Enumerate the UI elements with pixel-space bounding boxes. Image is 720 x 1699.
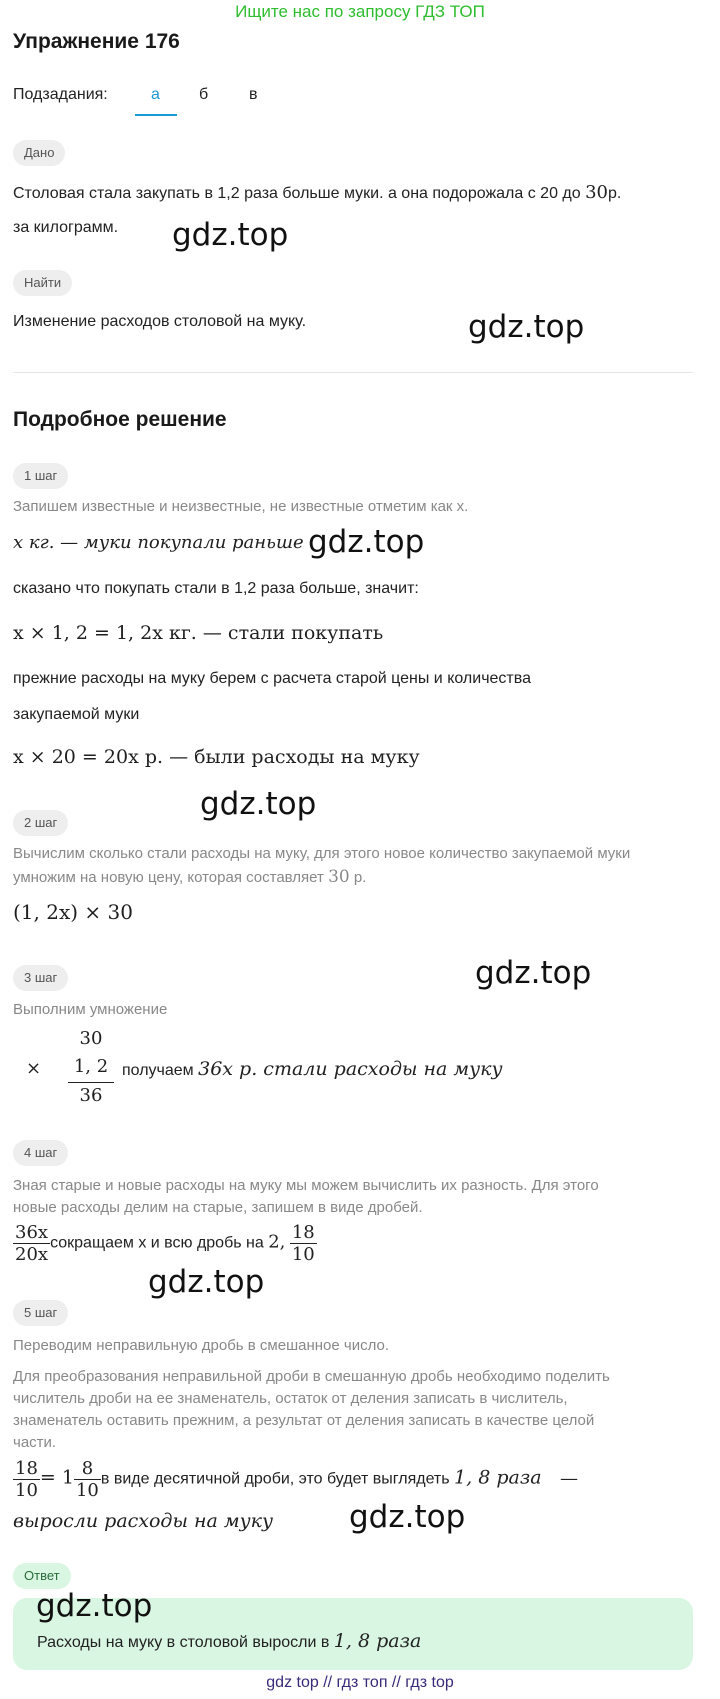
step-5-math-line: [13, 1458, 578, 1501]
fraction-numerator: 8: [74, 1458, 101, 1480]
find-chip: Найти: [13, 270, 72, 296]
step-3-text: получаем: [122, 1062, 199, 1079]
multiply-sign: ×: [26, 1058, 42, 1079]
step-5-text: в виде десятичной дроби, это будет выглядеть: [100, 1470, 455, 1488]
search-banner: Ищите нас по запросу ГДЗ ТОП: [235, 2, 485, 21]
tab-v[interactable]: в: [249, 86, 258, 103]
fraction-denominator: 20x: [15, 1244, 49, 1265]
section-divider: [13, 372, 693, 373]
given-text: Столовая стала закупать в 1,2 раза больше муки. а она подорожала с 20 до: [13, 185, 586, 202]
step-1-math-1: x кг. — муки покупали раньше: [13, 532, 304, 553]
step-2-chip: 2 шаг: [13, 810, 68, 836]
step-5-dash: —: [559, 1467, 578, 1489]
given-text-end: р.: [608, 185, 622, 202]
step-5-note-5: части.: [13, 1434, 57, 1451]
fraction-18-10: [13, 1458, 40, 1501]
step-1-math-2: x × 1, 2 = 1, 2x кг. — стали покупать: [13, 622, 384, 644]
watermark: gdz.top: [148, 1264, 265, 1300]
watermark: gdz.top: [468, 309, 585, 345]
column-multiply: [68, 1028, 114, 1111]
step-4-math-line: [13, 1222, 317, 1265]
column-top: 30: [79, 1028, 103, 1049]
step-4-note-2: новые расходы делим на старые, запишем в виде дробей.: [13, 1199, 423, 1216]
step-4-text: сокращаем х и всю дробь на: [50, 1234, 269, 1252]
tab-a[interactable]: а: [151, 86, 160, 103]
find-text: Изменение расходов столовой на муку.: [13, 313, 307, 330]
subtasks-label: Подзадания:: [13, 86, 108, 103]
given-math: 30: [585, 182, 608, 203]
step-3-result: [122, 1058, 503, 1080]
watermark: gdz.top: [36, 1588, 153, 1624]
step-5-note-2: Для преобразования неправильной дроби в смешанную дробь необходимо поделить: [13, 1368, 610, 1385]
step-1-math-3: x × 20 = 20x р. — были расходы на муку: [13, 746, 420, 768]
step-5-chip: 5 шаг: [13, 1300, 68, 1326]
step-5-math-2: выросли расходы на муку: [13, 1510, 274, 1532]
step-4-note-1: Зная старые и новые расходы на муку мы можем вычислить их разность. Для этого: [13, 1177, 599, 1194]
answer-text-label: Расходы на муку в столовой выросли в: [37, 1634, 334, 1651]
given-line-1: [13, 182, 621, 203]
watermark: gdz.top: [475, 955, 592, 991]
fraction-numerator: 18: [15, 1458, 38, 1479]
step-3-chip: 3 шаг: [13, 965, 68, 991]
answer-math: 1, 8 раза: [333, 1630, 422, 1652]
step-2-note-2-text: умножим на новую цену, которая составляет: [13, 869, 329, 886]
footer-links[interactable]: gdz top // гдз топ // гдз top: [266, 1674, 454, 1691]
fraction-denominator: 10: [15, 1480, 38, 1501]
watermark: gdz.top: [308, 524, 425, 560]
fraction-denominator: 10: [75, 1480, 99, 1501]
step-4-math-mid: 2,: [268, 1231, 286, 1253]
mixed-fraction: [74, 1458, 101, 1501]
fraction-36x-20x: [13, 1222, 50, 1265]
step-2-note-2-end: р.: [349, 869, 367, 886]
step-3-note: Выполним умножение: [13, 1001, 168, 1018]
given-chip: Дано: [13, 140, 65, 166]
step-1-chip: 1 шаг: [13, 463, 68, 489]
active-tab-indicator: [135, 114, 177, 116]
step-3-math: 36x р. стали расходы на муку: [198, 1058, 503, 1080]
step-2-note-2: [13, 867, 366, 887]
step-2-note-2-math: 30: [328, 867, 350, 887]
page-title: Упражнение 176: [13, 30, 180, 53]
step-2-math: (1, 2x) × 30: [13, 900, 133, 924]
equals-one: = 1: [39, 1466, 74, 1489]
fraction-numerator: 36x: [15, 1222, 49, 1243]
step-1-note: Запишем известные и неизвестные, не известные отметим как х.: [13, 498, 469, 515]
fraction-denominator: 10: [291, 1244, 315, 1265]
step-1-text-2b: закупаемой муки: [13, 706, 140, 723]
step-5-note-1: Переводим неправильную дробь в смешанное число.: [13, 1337, 390, 1354]
fraction-18-10: [290, 1222, 317, 1265]
fraction-numerator: 18: [291, 1222, 315, 1243]
tab-b[interactable]: б: [199, 86, 209, 103]
given-line-2: за килограмм.: [13, 219, 119, 236]
column-mid: 1, 2: [68, 1056, 114, 1083]
step-1-text-2a: прежние расходы на муку берем с расчета старой цены и количества: [13, 670, 531, 687]
step-2-note-1: Вычислим сколько стали расходы на муку, для этого новое количество закупаемой муки: [13, 845, 631, 862]
column-bottom: 36: [79, 1085, 103, 1106]
step-5-math: 1, 8 раза: [454, 1466, 542, 1489]
solution-title: Подробное решение: [13, 408, 227, 431]
watermark: gdz.top: [172, 217, 289, 253]
step-1-text-1: сказано что покупать стали в 1,2 раза больше, значит:: [13, 580, 419, 597]
answer-chip: Ответ: [13, 1563, 71, 1589]
answer-text: [37, 1630, 421, 1652]
watermark: gdz.top: [200, 786, 317, 822]
watermark: gdz.top: [349, 1499, 466, 1535]
step-5-note-3: числитель дроби на ее знаменатель, остаток от деления записать в числитель,: [13, 1390, 568, 1407]
step-5-note-4: знаменатель оставить прежним, а результат от деления записать в качестве целой: [13, 1412, 595, 1429]
step-4-chip: 4 шаг: [13, 1140, 68, 1166]
